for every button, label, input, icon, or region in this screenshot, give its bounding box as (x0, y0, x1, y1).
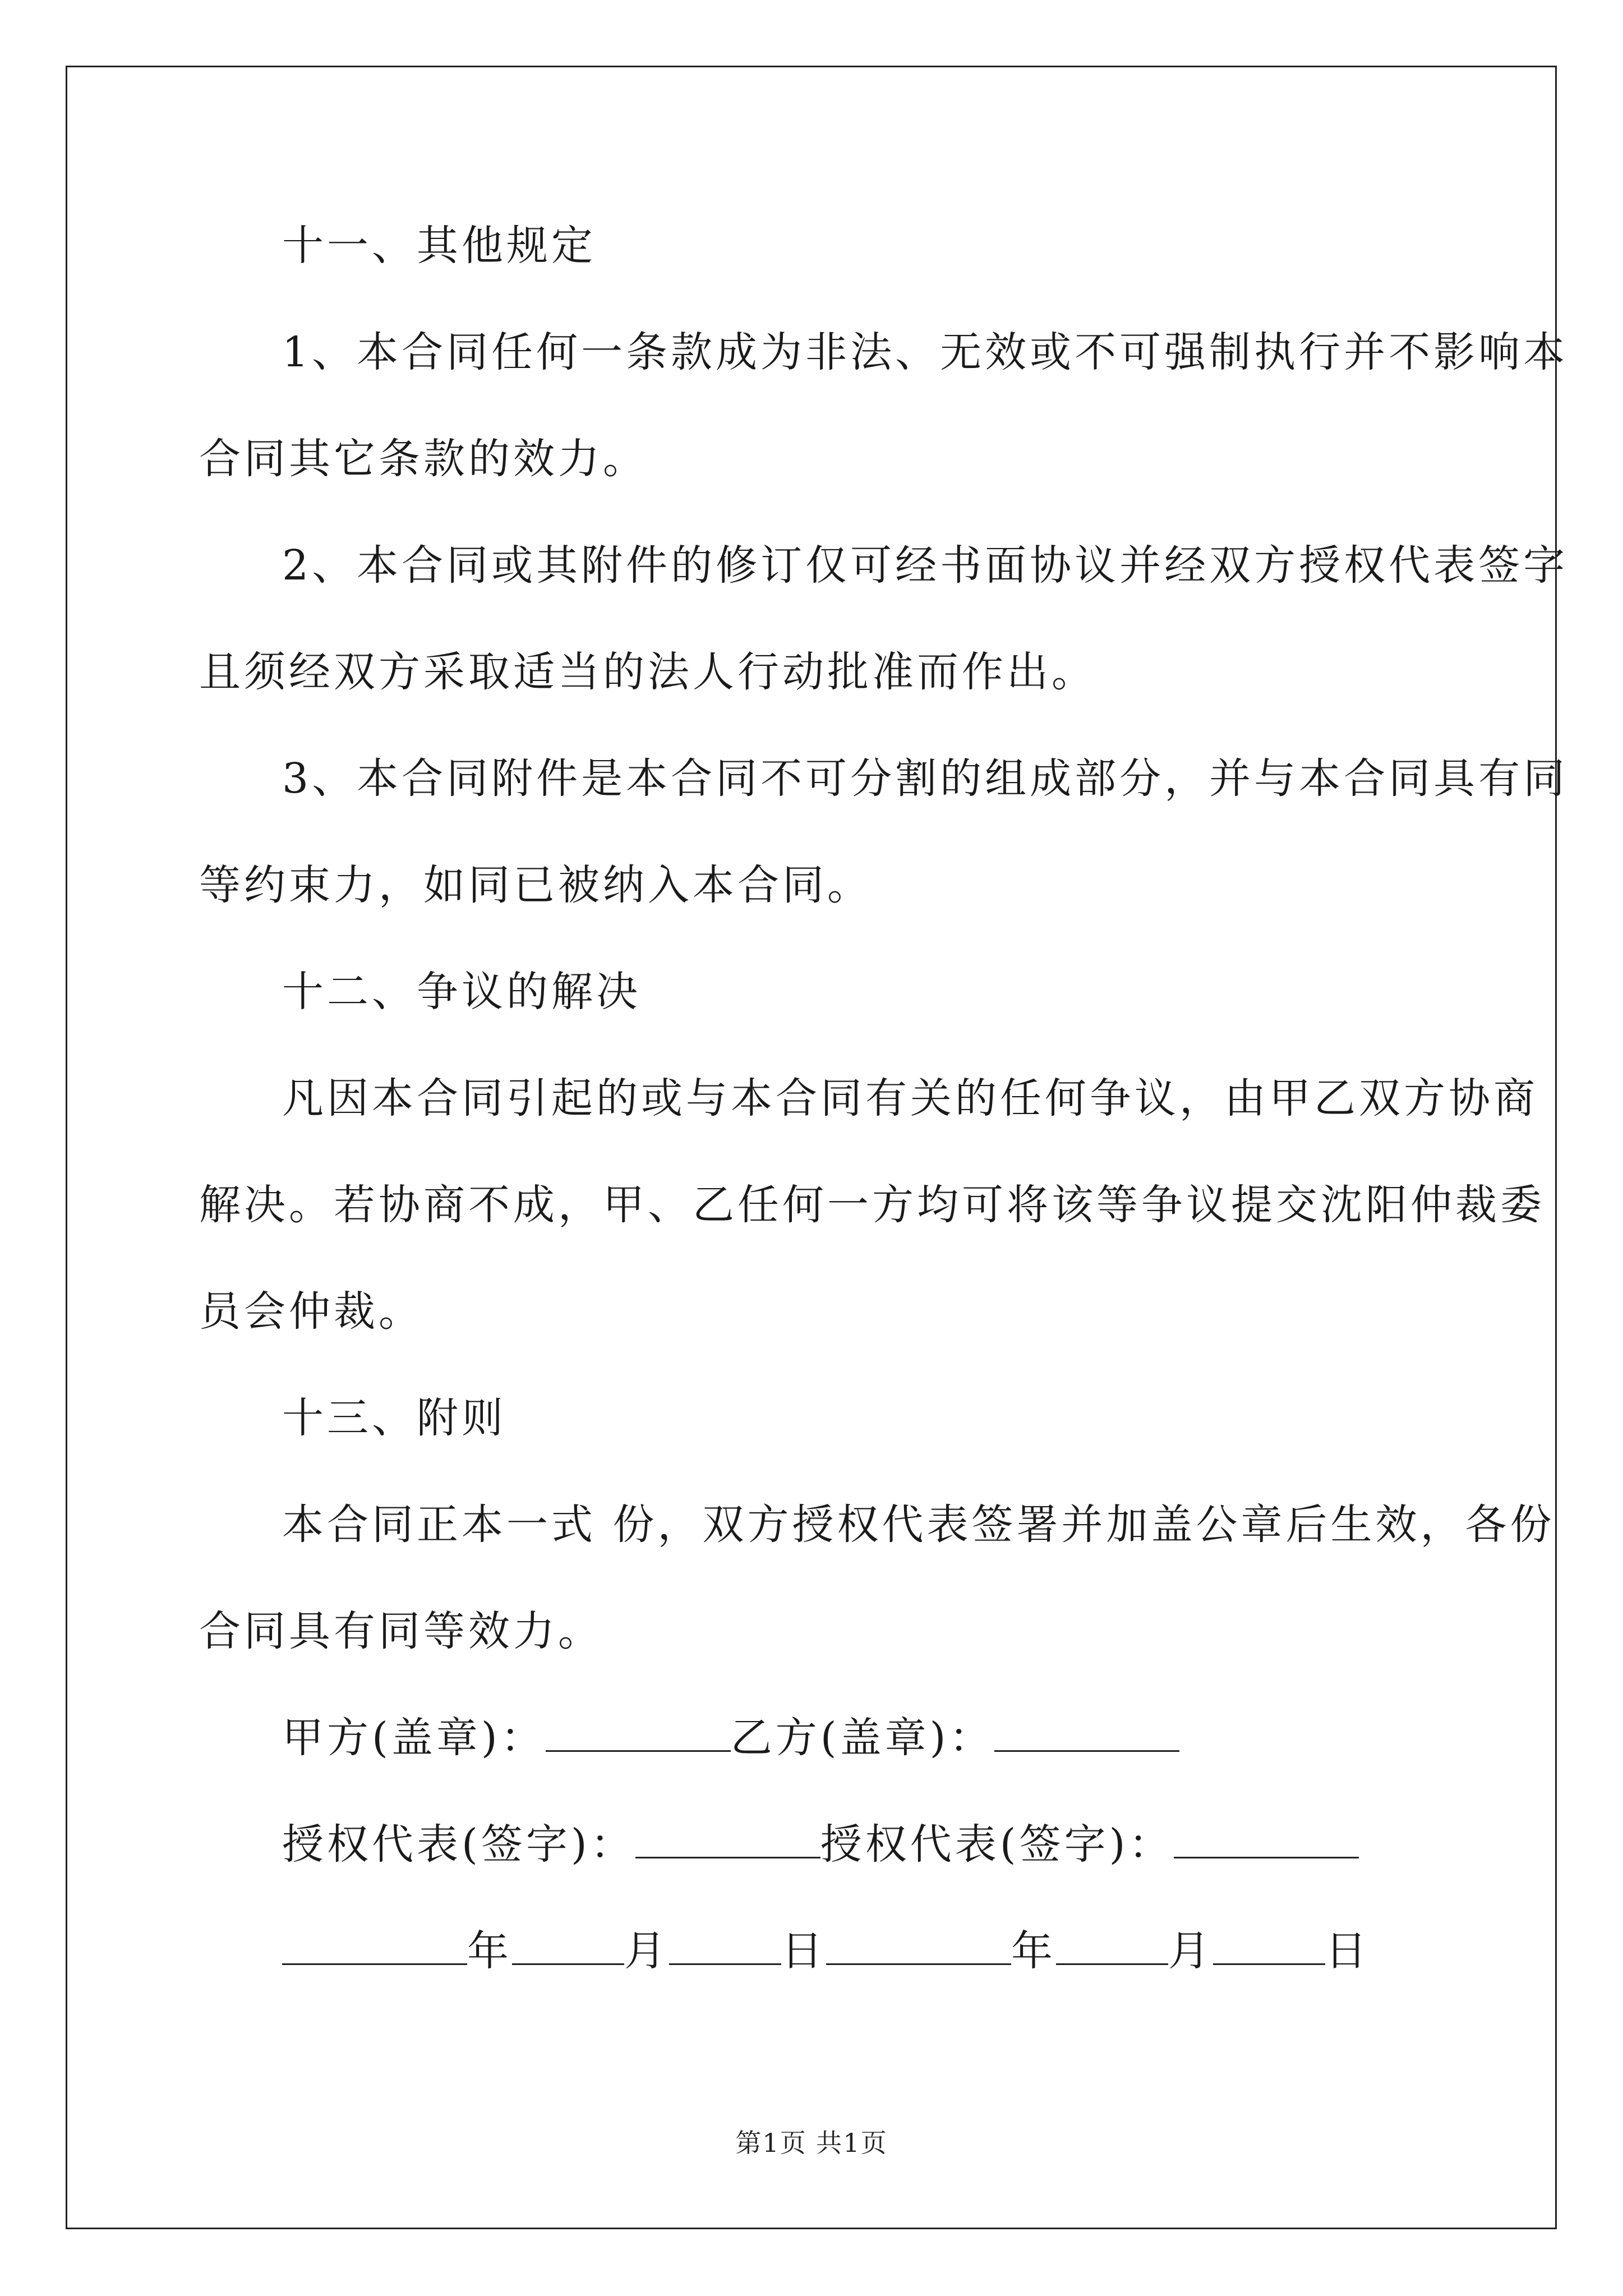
contract-content (199, 219, 1569, 1978)
day-a-blank (669, 1924, 781, 1965)
month-a-blank (512, 1924, 624, 1965)
clause-1-line-1: 1、本合同任何一条款成为非法、无效或不可强制执行并不影响本 (282, 328, 1569, 376)
month-a-label: 月 (624, 1927, 669, 1975)
annex-line-1: 本合同正本一式 份，双方授权代表签署并加盖公章后生效，各份 (282, 1501, 1555, 1549)
annex-line-2: 合同具有同等效力。 (199, 1607, 603, 1655)
day-a-label: 日 (781, 1927, 826, 1975)
day-b-label: 日 (1325, 1927, 1370, 1975)
party-b-seal-label: 乙方(盖章)： (730, 1714, 994, 1762)
seal-line (199, 1711, 1430, 1765)
section-heading-11: 十一、其他规定 (282, 222, 596, 270)
clause-2-line-1: 2、本合同或其附件的修订仅可经书面协议并经双方授权代表签字 (282, 541, 1569, 590)
party-a-seal-label: 甲方(盖章)： (282, 1714, 546, 1762)
month-b-blank (1056, 1924, 1168, 1965)
section-heading-12: 十二、争议的解决 (282, 968, 641, 1016)
representative-line (199, 1818, 1430, 1871)
rep-a-label: 授权代表(签字)： (282, 1820, 635, 1869)
month-b-label: 月 (1168, 1927, 1213, 1975)
date-line (199, 1924, 1430, 1978)
party-b-seal-blank (994, 1711, 1179, 1752)
page-number-footer: 第1页 共1页 (735, 2128, 888, 2158)
rep-b-blank (1174, 1818, 1359, 1858)
clause-2-line-2: 且须经双方采取适当的法人行动批准而作出。 (199, 648, 1096, 696)
dispute-line-2: 解决。若协商不成，甲、乙任何一方均可将该等争议提交沈阳仲裁委 (199, 1181, 1545, 1229)
clause-3-line-1: 3、本合同附件是本合同不可分割的组成部分，并与本合同具有同 (282, 754, 1569, 803)
year-a-label: 年 (467, 1927, 512, 1975)
party-a-seal-blank (546, 1711, 731, 1752)
rep-b-label: 授权代表(签字)： (820, 1820, 1174, 1869)
day-b-blank (1213, 1924, 1325, 1965)
clause-3-line-2: 等约束力，如同已被纳入本合同。 (199, 861, 872, 909)
dispute-line-3: 员会仲裁。 (199, 1287, 423, 1336)
year-b-label: 年 (1011, 1927, 1056, 1975)
year-a-blank (282, 1924, 467, 1965)
clause-1-line-2: 合同其它条款的效力。 (199, 435, 648, 483)
dispute-line-1: 凡因本合同引起的或与本合同有关的任何争议，由甲乙双方协商 (282, 1074, 1538, 1122)
year-b-blank (826, 1924, 1011, 1965)
section-heading-13: 十三、附则 (282, 1394, 506, 1442)
rep-a-blank (635, 1818, 820, 1858)
